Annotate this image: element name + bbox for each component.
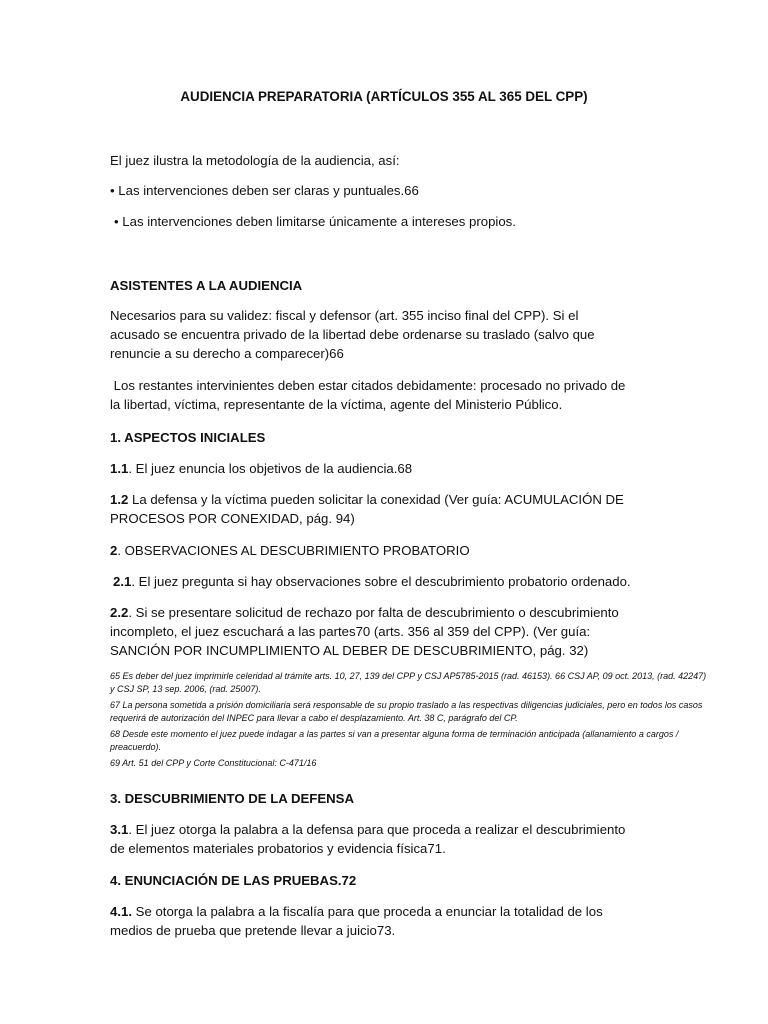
paragraph: Los restantes intervinientes deben estar citados debidamente: procesado no privado de la libertad, víctima, representante de la víctima, agente del Ministerio Público. — [110, 378, 630, 412]
item-text: . El juez pregunta si hay observaciones sobre el descubrimiento probatorio ordenado. — [131, 574, 631, 589]
item-number: 2.1 — [113, 574, 132, 589]
section-number: 2 — [110, 543, 118, 558]
item-1-1 — [110, 459, 630, 478]
item-text: Se otorga la palabra a la fiscalía para que proceda a enunciar la totalidad de los medios de prueba que pretende llevar a juicio73. — [110, 904, 603, 938]
item-text: . Si se presentare solicitud de rechazo por falta de descubrimiento o descubrimiento incompleto, el juez escuchará a las partes70 (arts. 356 al 359 del CPP). (Ver guía: SANCIÓN POR INCUMPLIMIENTO AL DEBER DE DESCUBRIMIENTO, pág. 32) — [110, 605, 619, 658]
item-number: 2.2 — [110, 605, 129, 620]
item-text: . El juez otorga la palabra a la defensa para que proceda a realizar el descubrimiento de elementos materiales probatorios y evidencia física71. — [110, 822, 626, 856]
bullet-item: • Las intervenciones deben limitarse únicamente a intereses propios. — [114, 214, 516, 229]
section-heading-asistentes: ASISTENTES A LA AUDIENCIA — [110, 278, 303, 293]
footnote: 68 Desde este momento el juez puede indagar a las partes si van a presentar alguna forma de terminación anticipada (allanamiento a cargos / preacuerdo). — [110, 729, 679, 752]
bullet-item: • Las intervenciones deben ser claras y puntuales.66 — [110, 183, 419, 198]
item-2-2 — [110, 603, 630, 660]
item-text: . El juez enuncia los objetivos de la audiencia.68 — [128, 461, 413, 476]
page-title: AUDIENCIA PREPARATORIA (ARTÍCULOS 355 AL 365 DEL CPP) — [180, 89, 588, 104]
paragraph: Necesarios para su validez: fiscal y defensor (art. 355 inciso final del CPP). Si el acusado se encuentra privado de la libertad debe ordenarse su traslado (salvo que renuncie a su derecho a comparecer)66 — [110, 308, 595, 361]
intro-paragraph: El juez ilustra la metodología de la audiencia, así: — [110, 153, 400, 168]
section-heading-2 — [110, 541, 630, 560]
item-1-2 — [110, 490, 630, 528]
item-3-1 — [110, 820, 630, 858]
item-text: La defensa y la víctima pueden solicitar la conexidad (Ver guía: ACUMULACIÓN DE PROCESOS POR CONEXIDAD, pág. 94) — [110, 492, 624, 526]
footnote: 67 La persona sometida a prisión domiciliaria será responsable de su propio traslado a las respectivas diligencias judiciales, pero en todos los casos requerirá de autorización del INPEC para llevar a cabo el desplazamiento. Art. 38 C, parágrafo del CP. — [110, 700, 703, 723]
item-number: 1.2 — [110, 492, 129, 507]
item-number: 1.1 — [110, 461, 129, 476]
section-heading-3: 3. DESCUBRIMIENTO DE LA DEFENSA — [110, 791, 354, 806]
item-number: 3.1 — [110, 822, 129, 837]
section-title: . OBSERVACIONES AL DESCUBRIMIENTO PROBATORIO — [117, 543, 470, 558]
footnote: 65 Es deber del juez imprimirle celeridad al trámite arts. 10, 27, 139 del CPP y CSJ AP5785-2015 (rad. 46153). 66 CSJ AP, 09 oct. 2013, (rad. 42247) y CSJ SP, 13 sep. 2006, (rad. 25007). — [110, 671, 707, 694]
item-4-1 — [110, 902, 630, 940]
section-heading-4: 4. ENUNCIACIÓN DE LAS PRUEBAS.72 — [110, 873, 357, 888]
item-2-1 — [113, 572, 633, 591]
footnote: 69 Art. 51 del CPP y Corte Constitucional: C-471/16 — [110, 758, 317, 768]
section-heading-1: 1. ASPECTOS INICIALES — [110, 430, 266, 445]
item-number: 4.1. — [110, 904, 132, 919]
